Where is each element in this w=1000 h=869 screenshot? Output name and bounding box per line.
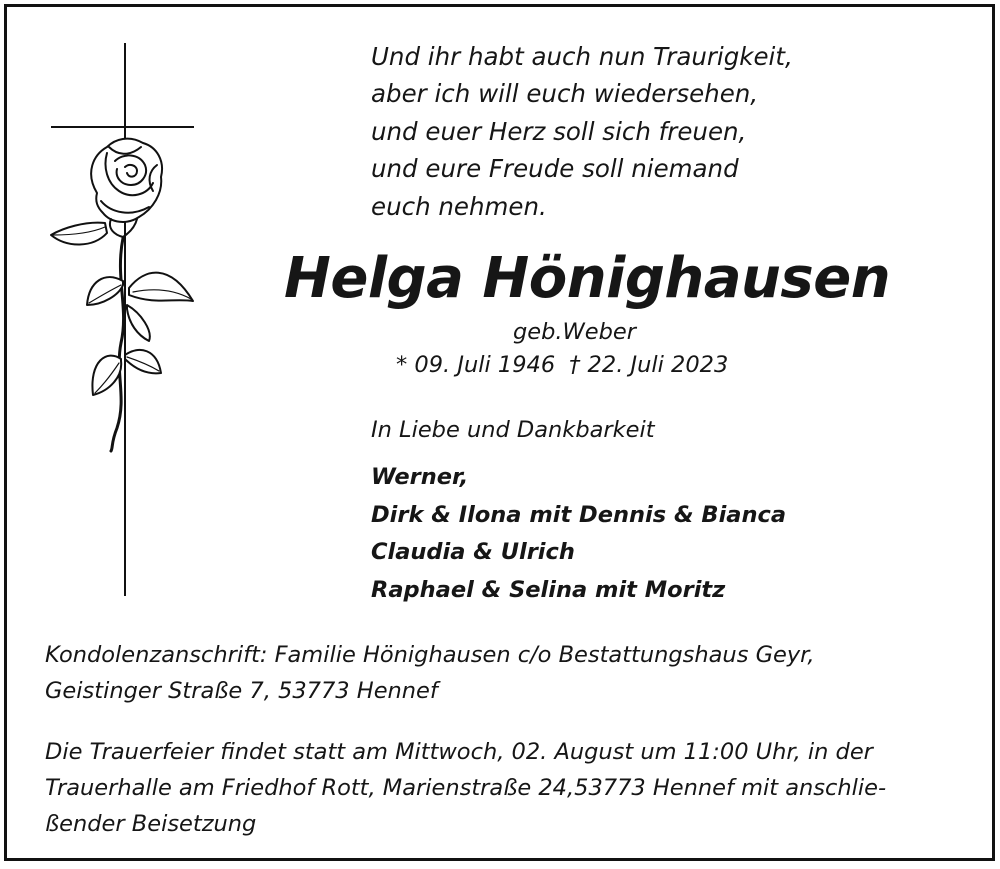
- rose-icon: [51, 139, 193, 451]
- verse-line: und eure Freude soll niemand: [371, 154, 739, 184]
- condolence-address: [45, 637, 815, 709]
- verse-line: aber ich will euch wiedersehen,: [371, 79, 759, 109]
- address-line: Geistinger Straße 7, 53773 Hennef: [45, 678, 438, 704]
- deceased-name: Helga Hönighausen: [284, 246, 891, 311]
- funeral-notice: [45, 734, 886, 842]
- mourner-entry: Raphael & Selina mit Moritz: [371, 576, 726, 603]
- verse-line: und euer Herz soll sich freuen,: [371, 116, 747, 146]
- mourner-entry: Werner,: [371, 464, 469, 490]
- verse-line: euch nehmen.: [371, 191, 547, 221]
- thanks-line: In Liebe und Dankbarkeit: [371, 417, 655, 443]
- bible-verse: [371, 38, 793, 225]
- mourners-list: [371, 459, 786, 609]
- notice-line: Die Trauerfeier findet statt am Mittwoch, 02. August um 11:00 Uhr, in der: [45, 739, 873, 765]
- notice-line: Trauerhalle am Friedhof Rott, Marienstraße 24,53773 Hennef mit anschlie-: [45, 775, 887, 801]
- mourner-entry: Claudia & Ulrich: [371, 539, 575, 565]
- life-dates: [396, 349, 728, 381]
- verse-line: Und ihr habt auch nun Traurigkeit,: [371, 42, 793, 71]
- mourner-entry: Dirk & Ilona mit Dennis & Bianca: [371, 501, 787, 528]
- death-date: † 22. Juli 2023: [569, 352, 729, 378]
- address-line: Kondolenzanschrift: Familie Hönighausen c/o Bestattungshaus Geyr,: [45, 642, 815, 668]
- maiden-name: geb.Weber: [513, 319, 637, 345]
- birth-date: * 09. Juli 1946: [396, 352, 556, 378]
- cross-rose-illustration: [45, 43, 205, 603]
- obituary-notice: [4, 4, 995, 861]
- notice-line: ßender Beisetzung: [45, 811, 257, 837]
